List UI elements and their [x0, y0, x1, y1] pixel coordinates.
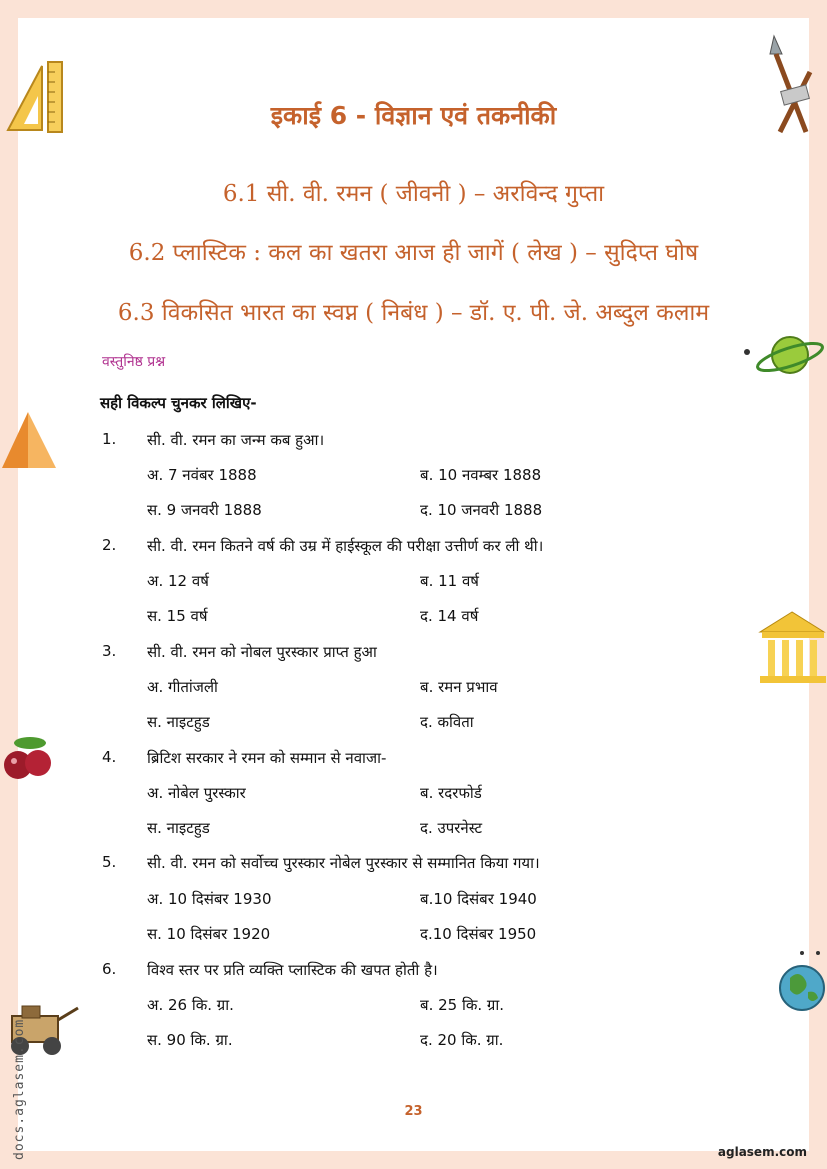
option-c: स. नाइटहुड — [147, 819, 210, 837]
instruction-text: सही विकल्प चुनकर लिखिए- — [100, 394, 257, 412]
option-b: ब. रमन प्रभाव — [420, 678, 498, 696]
option-a: अ. नोबेल पुरस्कार — [147, 784, 246, 802]
option-c: स. 15 वर्ष — [147, 607, 208, 625]
footer-site-link[interactable]: aglasem.com — [717, 1145, 807, 1159]
question-number: 3. — [102, 642, 117, 660]
chapter-title-6-1: 6.1 सी. वी. रमन ( जीवनी ) – अरविन्द गुप्ता — [222, 181, 605, 207]
option-b: ब. रदरफोर्ड — [420, 784, 482, 802]
option-b: ब. 25 कि. ग्रा. — [420, 996, 505, 1014]
chapter-title-6-3: 6.3 विकसित भारत का स्वप्न ( निबंध ) – डॉ. ए. पी. जे. अब्दुल कलाम — [117, 300, 710, 326]
temple-icon — [758, 608, 827, 686]
section-label: वस्तुनिष्ठ प्रश्न — [102, 354, 166, 370]
unit-title: इकाई 6 - विज्ञान एवं तकनीकी — [270, 101, 557, 130]
option-a: अ. 12 वर्ष — [147, 572, 209, 590]
question-number: 6. — [102, 960, 117, 978]
question-text: सी. वी. रमन को नोबल पुरस्कार प्राप्त हुआ — [147, 643, 377, 661]
option-b: ब.10 दिसंबर 1940 — [420, 890, 537, 908]
option-a: अ. गीतांजली — [147, 678, 218, 696]
pyramid-icon — [0, 408, 58, 470]
option-d: द. उपरनेस्ट — [420, 819, 483, 837]
option-b: ब. 11 वर्ष — [420, 572, 479, 590]
option-c: स. नाइटहुड — [147, 713, 210, 731]
question-text: सी. वी. रमन कितने वर्ष की उम्र में हाईस्कूल की परीक्षा उत्तीर्ण कर ली थी। — [147, 537, 544, 555]
option-d: द. 10 जनवरी 1888 — [420, 501, 543, 519]
side-watermark: docs.aglasem.com — [12, 1018, 27, 1160]
question-number: 5. — [102, 853, 117, 871]
question-number: 4. — [102, 748, 117, 766]
question-text: ब्रिटिश सरकार ने रमन को सम्मान से नवाजा- — [147, 749, 387, 767]
option-d: द. 20 कि. ग्रा. — [420, 1031, 504, 1049]
question-number: 1. — [102, 430, 117, 448]
question-text: सी. वी. रमन को सर्वोच्च पुरस्कार नोबेल पुरस्कार से सम्मानित किया गया। — [147, 854, 540, 872]
option-c: स. 90 कि. ग्रा. — [147, 1031, 233, 1049]
globe-icon — [776, 948, 827, 1018]
option-b: ब. 10 नवम्बर 1888 — [420, 466, 542, 484]
chapter-title-6-2: 6.2 प्लास्टिक : कल का खतरा आज ही जागें ( लेख ) – सुदिप्त घोष — [128, 240, 699, 266]
fruit-icon — [0, 735, 58, 783]
option-c: स. 10 दिसंबर 1920 — [147, 925, 271, 943]
option-d: द. कविता — [420, 713, 474, 731]
option-a: अ. 10 दिसंबर 1930 — [147, 890, 272, 908]
planet-icon — [742, 330, 827, 380]
option-a: अ. 26 कि. ग्रा. — [147, 996, 234, 1014]
page-number: 23 — [404, 1104, 423, 1119]
question-text: विश्व स्तर पर प्रति व्यक्ति प्लास्टिक की खपत होती है। — [147, 961, 438, 979]
question-number: 2. — [102, 536, 117, 554]
option-c: स. 9 जनवरी 1888 — [147, 501, 262, 519]
option-a: अ. 7 नवंबर 1888 — [147, 466, 257, 484]
option-d: द.10 दिसंबर 1950 — [420, 925, 537, 943]
option-d: द. 14 वर्ष — [420, 607, 479, 625]
question-text: सी. वी. रमन का जन्म कब हुआ। — [147, 431, 325, 449]
